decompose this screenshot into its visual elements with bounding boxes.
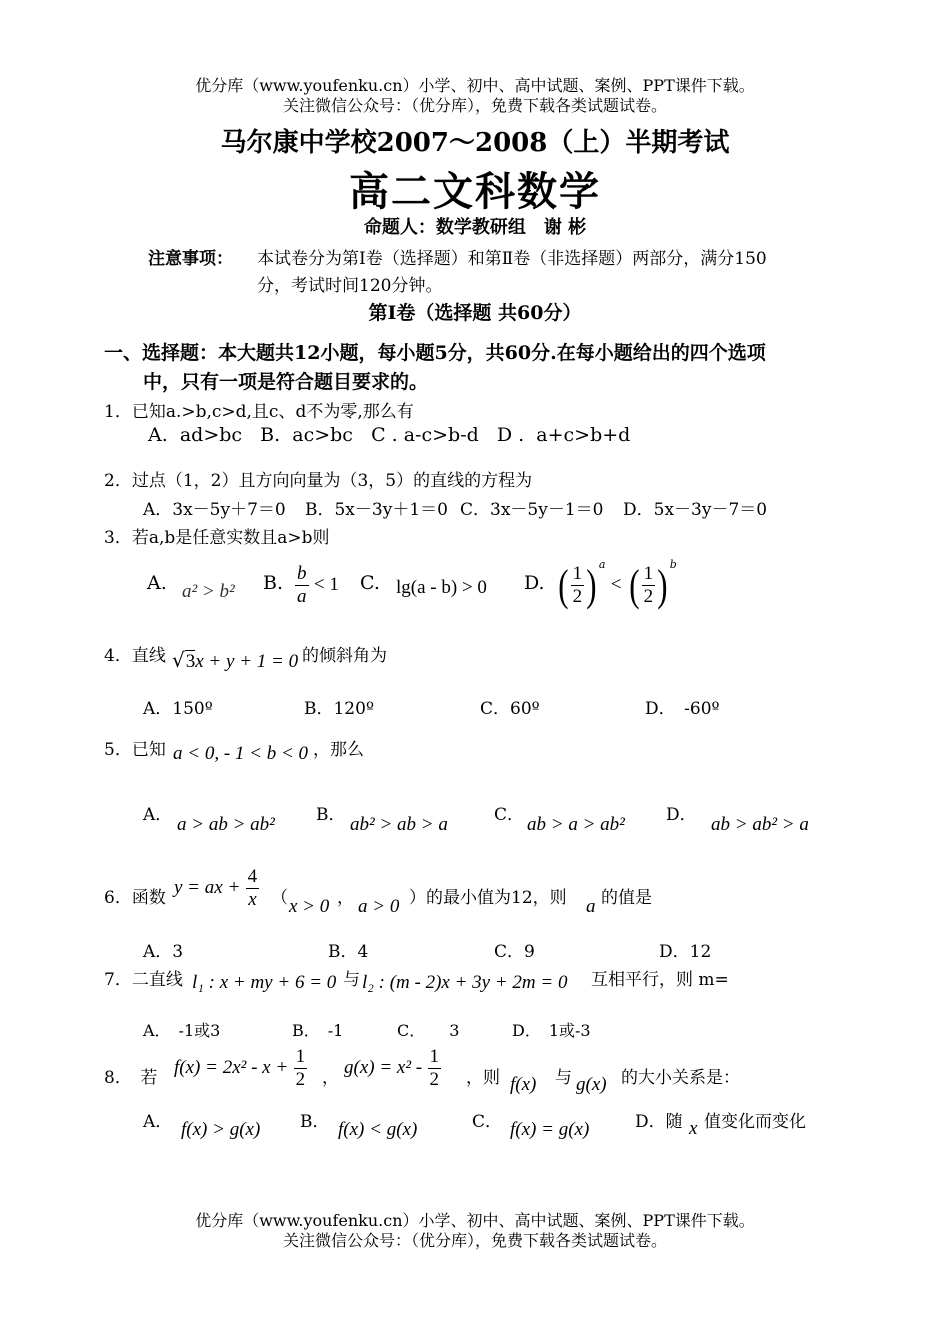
question-8-gx: g(x): [576, 1074, 607, 1095]
question-4-option-c: C．60º: [480, 699, 540, 719]
fraction-denominator: 2: [295, 1069, 306, 1090]
question-8-stem-pre: 8． 若: [104, 1068, 158, 1088]
question-6-option-a: A．3: [143, 942, 184, 962]
question-4-stem-pre: 4．直线: [104, 646, 166, 666]
question-3-option-c-label: C.: [360, 572, 380, 594]
g-expression: g(x) = x² -: [344, 1057, 423, 1078]
question-7-option-c: C． 3: [397, 1021, 460, 1040]
question-1-stem: 1．已知a.>b,c>d,且c、d不为零,那么有: [104, 402, 414, 422]
fraction-denominator: 2: [643, 586, 654, 607]
exponent-b: b: [669, 558, 677, 571]
question-2-option-b: B．5x－3y＋1＝0: [305, 500, 448, 520]
less-than-one: < 1: [313, 574, 339, 595]
question-6-comma: ，: [337, 888, 354, 908]
exam-title: 马尔康中学校2007～2008（上）半期考试: [220, 128, 730, 158]
question-5-expr: a < 0, - 1 < b < 0: [173, 743, 309, 764]
question-7-stem-post: 互相平行，则 m=: [591, 970, 729, 990]
question-8-g-expr: [344, 1046, 441, 1091]
question-2-option-c: C．3x－5y－1＝0: [460, 500, 604, 520]
question-2-option-a: A．3x－5y＋7＝0: [143, 500, 286, 520]
question-3-option-b-expr: [295, 563, 339, 608]
question-7-option-b: B． -1: [292, 1021, 344, 1040]
fraction-numerator: 1: [295, 1046, 306, 1067]
section-heading-line-1: 一、选择题：本大题共12小题，每小题5分，共60分.在每小题给出的四个选项: [104, 342, 766, 364]
left-paren-icon: (: [629, 561, 640, 610]
question-3-option-d-label: D.: [524, 572, 545, 594]
sqrt-icon: √: [172, 648, 185, 672]
question-1-options: A. ad>bc B. ac>bc C . a-c>b-d D . a+c>b+d: [148, 424, 631, 446]
question-4-option-b: B．120º: [304, 699, 374, 719]
question-5-option-c-label: C．: [494, 805, 525, 825]
fraction-numerator: 1: [643, 563, 654, 584]
question-6-option-c: C．9: [494, 942, 535, 962]
notice-label: 注意事项：: [148, 249, 233, 269]
question-6-paren-open: （: [271, 888, 288, 908]
question-8-option-d-post: 值变化而变化: [704, 1112, 806, 1132]
question-6-option-d: D．12: [659, 942, 712, 962]
question-7-option-a: A． -1或3: [143, 1021, 221, 1040]
fraction-denominator: 2: [429, 1069, 440, 1090]
question-5-option-a-expr: a > ab > ab²: [177, 814, 275, 835]
footer-line-2: 关注微信公众号：（优分库），免费下载各类试题试卷。: [282, 1231, 667, 1250]
question-4-option-a: A．150º: [143, 699, 213, 719]
question-8-f-expr: [174, 1046, 307, 1091]
question-8-stem-post: 的大小关系是：: [621, 1068, 740, 1088]
sqrt-radicand: 3: [185, 651, 196, 672]
question-5-option-b-expr: ab² > ab > a: [350, 814, 448, 835]
footer-line-1: 优分库（www.youfenku.cn）小学、初中、高中试题、案例、PPT课件下载。: [195, 1211, 755, 1230]
question-7-stem-pre: 7．二直线: [104, 970, 183, 990]
question-8-option-d-pre: D．随: [635, 1112, 683, 1132]
question-5-option-a-label: A．: [143, 805, 173, 825]
subject-title: 高二文科数学: [349, 168, 601, 215]
fraction-one-half-b: [642, 563, 656, 608]
question-8-comma: ，: [322, 1068, 339, 1088]
header-line-1: 优分库（www.youfenku.cn）小学、初中、高中试题、案例、PPT课件下载。: [195, 76, 755, 95]
question-5-option-d-label: D．: [666, 805, 697, 825]
question-5-option-c-expr: ab > a > ab²: [527, 814, 625, 835]
question-5-stem-post: ，那么: [313, 740, 364, 760]
question-6-stem-mid: ）的最小值为12，则: [409, 888, 567, 908]
function-expr: y = ax +: [174, 877, 241, 898]
question-8-option-a-expr: f(x) > g(x): [181, 1119, 261, 1140]
question-3-option-b-label: B.: [263, 572, 284, 594]
question-8-option-d-var: x: [689, 1118, 698, 1139]
question-6-function: [174, 866, 259, 911]
question-3-option-a-label: A.: [147, 572, 167, 594]
fraction-one-half-g: [428, 1046, 442, 1091]
question-7-line-1: l₁ : x + my + 6 = 0: [192, 972, 337, 993]
question-2-option-d: D．5x－3y－7＝0: [623, 500, 768, 520]
question-8-option-a-label: A．: [143, 1112, 173, 1132]
relation-less-than: <: [610, 574, 622, 595]
question-6-option-b: B．4: [328, 942, 369, 962]
question-8-option-c-label: C．: [472, 1112, 503, 1132]
fraction-denominator: a: [297, 586, 307, 607]
part-title: 第Ⅰ卷（选择题 共60分）: [368, 302, 582, 324]
author-line: 命题人：数学教研组 谢 彬: [363, 217, 587, 238]
question-3-option-d-expr: [556, 558, 677, 611]
question-8-option-b-expr: f(x) < g(x): [338, 1119, 418, 1140]
question-8-then: ，则: [466, 1068, 500, 1088]
left-paren-icon: (: [558, 561, 569, 610]
fraction-numerator: 4: [247, 866, 258, 887]
question-8-and: 与: [555, 1068, 572, 1088]
right-paren-icon: ): [657, 561, 668, 610]
question-6-cond-1: x > 0: [289, 896, 330, 917]
fraction-one-half-a: [571, 563, 585, 608]
fraction-numerator: b: [297, 563, 307, 584]
question-3-stem: 3．若a,b是任意实数且a>b则: [104, 528, 330, 548]
fraction-denominator: x: [248, 889, 257, 910]
question-5-option-d-expr: ab > ab² > a: [711, 814, 809, 835]
question-5-option-b-label: B．: [316, 805, 346, 825]
question-7-option-d: D． 1或-3: [512, 1021, 591, 1040]
question-7-line-2: l₂ : (m - 2)x + 3y + 2m = 0: [362, 972, 568, 993]
fraction-numerator: 1: [572, 563, 583, 584]
question-3-option-a-expr: a² > b²: [182, 581, 235, 602]
question-4-expr: [172, 648, 298, 673]
question-5-stem-pre: 5．已知: [104, 740, 166, 760]
line-equation-rest: x + y + 1 = 0: [195, 651, 299, 672]
exponent-a: a: [598, 558, 606, 571]
fraction-one-half-f: [294, 1046, 308, 1091]
question-4-stem-post: 的倾斜角为: [302, 646, 387, 666]
question-6-stem-pre: 6．函数: [104, 888, 166, 908]
question-8-option-c-expr: f(x) = g(x): [510, 1119, 590, 1140]
f-expression: f(x) = 2x² - x +: [174, 1057, 289, 1078]
header-line-2: 关注微信公众号：（优分库），免费下载各类试题试卷。: [282, 96, 667, 115]
right-paren-icon: ): [586, 561, 597, 610]
question-6-cond-2: a > 0: [358, 896, 400, 917]
question-8-option-b-label: B．: [300, 1112, 330, 1132]
question-8-fx: f(x): [510, 1074, 537, 1095]
notice-line-2: 分，考试时间120分钟。: [257, 276, 443, 296]
question-6-var-a: a: [586, 896, 596, 917]
question-7-and: 与: [343, 970, 360, 990]
question-3-option-c-expr: lg(a - b) > 0: [396, 577, 487, 598]
fraction-4-over-x: [246, 866, 260, 911]
question-6-stem-post: 的值是: [601, 888, 652, 908]
section-heading-line-2: 中，只有一项是符合题目要求的。: [143, 371, 429, 393]
fraction-numerator: 1: [429, 1046, 440, 1067]
fraction-denominator: 2: [572, 586, 583, 607]
notice-line-1: 本试卷分为第Ⅰ卷（选择题）和第Ⅱ卷（非选择题）两部分，满分150: [257, 249, 767, 269]
fraction-b-over-a: [295, 563, 309, 608]
question-2-stem: 2．过点（1，2）且方向向量为（3，5）的直线的方程为: [104, 471, 533, 491]
question-4-option-d: D． -60º: [645, 699, 720, 719]
